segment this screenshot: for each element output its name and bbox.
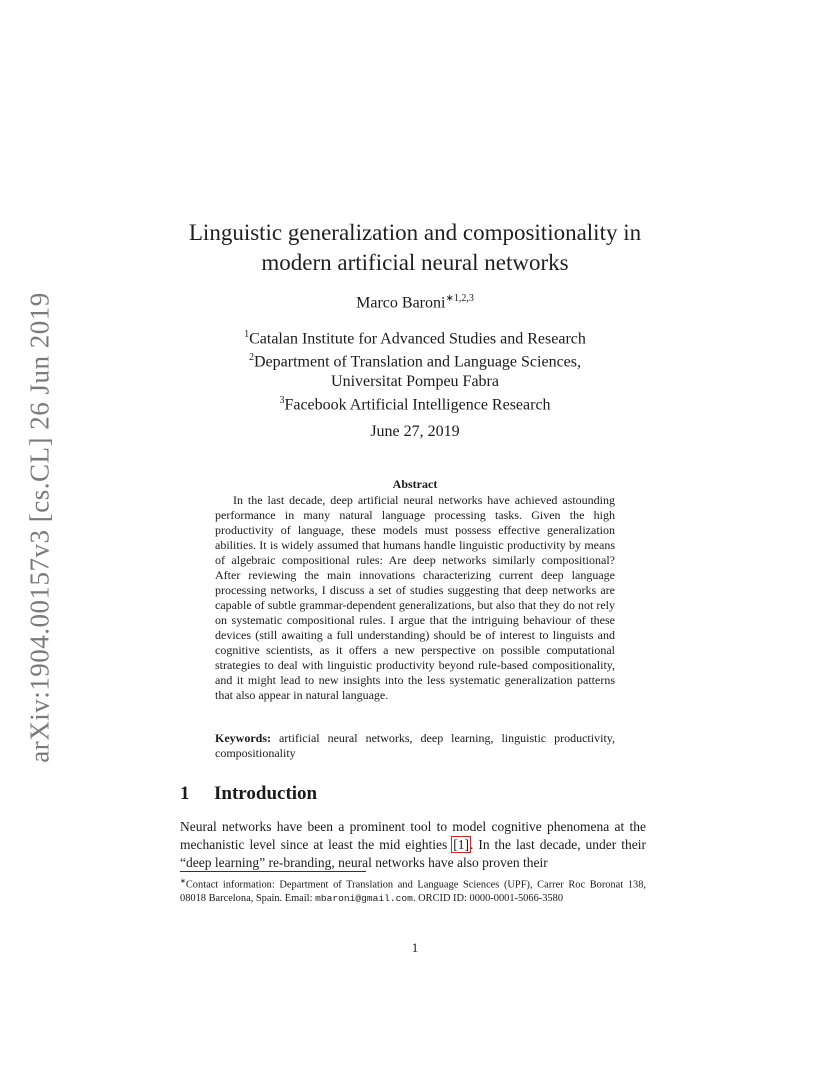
footnote-text-2: . ORCID ID: 0000-0001-5066-3580 (412, 892, 564, 904)
abstract-heading: Abstract (392, 477, 438, 491)
footnote-text-1: Contact information: Department of Translation and Language Sciences (UPF), Carrer Roc Boronat 138, 08018 Barcelona, Spain. Email: (180, 879, 646, 904)
affiliation-mark: 2 (248, 352, 254, 364)
title-line-1: Linguistic generalization and compositionality in (188, 220, 642, 245)
affiliations (180, 325, 650, 414)
paper-date: June 27, 2019 (370, 423, 460, 440)
email-link[interactable]: mbaroni@gmail.com (315, 892, 413, 904)
affiliation-2-cont (180, 372, 650, 391)
intro-text-1: Neural networks have been a prominent tool to model cognitive phenomena at the mechanistic level since at least the mid eighties (180, 819, 646, 852)
keywords-text: artificial neural networks, deep learning, linguistic productivity, compositionality (215, 731, 615, 760)
affiliation-text: Catalan Institute for Advanced Studies and Research (249, 330, 586, 348)
author-name: Marco Baroni (356, 294, 446, 312)
affiliation-mark: 1 (244, 329, 250, 340)
section-heading (180, 783, 317, 805)
section-title: Introduction (214, 783, 318, 804)
keywords-label: Keywords: (215, 731, 271, 745)
intro-text-2: . In the last decade, under their “deep learning” re-branding, neural networks have also proven their (180, 837, 646, 870)
footnote-mark: ∗ (180, 877, 186, 885)
affiliation-text: Facebook Artificial Intelligence Research (284, 395, 551, 413)
introduction-paragraph (180, 818, 646, 872)
abstract-text: In the last decade, deep artificial neural networks have achieved astounding performance in many natural language processing tasks. Given the high productivity of language, these models must possess effective generalization abilities. It is widely assumed that humans handle linguistic productivity by means of algebraic compositional rules: Are deep networks similarly compositional? After reviewing the main innovations characterizing current deep language processing networks, I discuss a set of studies suggesting that deep networks are capable of subtle grammar-dependent generalizations, but also that they do not rely on systematic compositional rules. I argue that the intriguing behaviour of these devices (still awaiting a full understanding) should be of interest to linguists and cognitive scientists, as it offers a new perspective on possible computational strategies to deal with linguistic productivity beyond rule-based compositionality, and it might lead to new insights into the less systematic generalization patterns that also appear in natural language. (215, 493, 615, 702)
affiliation-mark: 3 (279, 394, 285, 406)
section-number: 1 (180, 783, 190, 804)
citation-link[interactable]: [1] (453, 837, 469, 852)
affiliation-text: Department of Translation and Language Sciences, (253, 353, 582, 371)
page-number: 1 (411, 940, 419, 955)
author-line (180, 293, 650, 312)
title-line-2: modern artificial neural networks (261, 250, 569, 275)
affiliation-1 (180, 325, 650, 348)
footnote (180, 875, 646, 905)
arxiv-side-stamp (20, 292, 60, 762)
arxiv-identifier: arXiv:1904.00157v3 [cs.CL] 26 Jun 2019 (24, 291, 55, 763)
affiliation-text: Universitat Pompeu Fabra (331, 372, 499, 390)
keywords (215, 731, 615, 761)
author-marks: ∗1,2,3 (445, 293, 474, 304)
affiliation-2 (180, 348, 650, 371)
footnote-rule (180, 871, 366, 872)
paper-title (180, 218, 650, 278)
affiliation-3 (180, 391, 650, 414)
